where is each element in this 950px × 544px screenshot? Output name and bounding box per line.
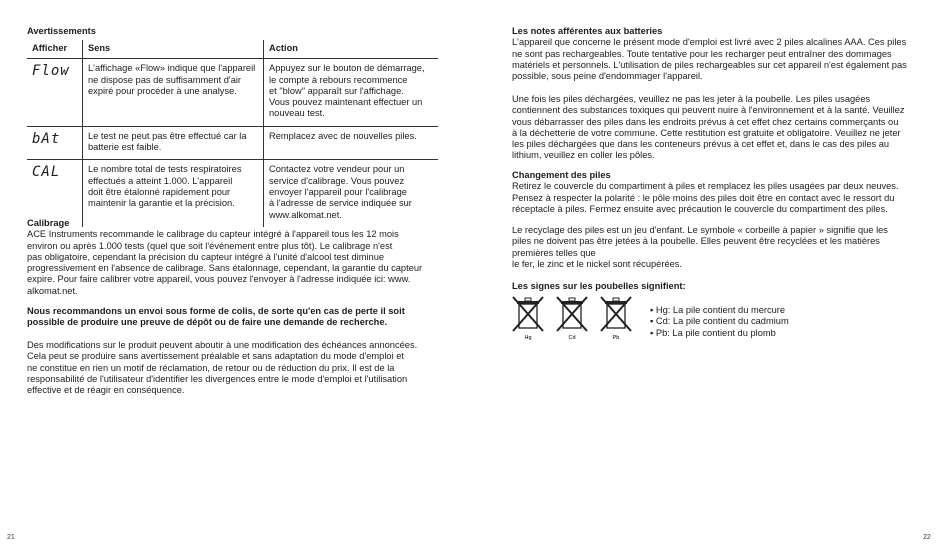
table-row <box>27 126 438 160</box>
meaning-cell: Le nombre total de tests respiratoires effectués a atteint 1.000. L'appareil doit être étalonné rapidement pour maintenir la garantie et la précision. <box>83 160 264 227</box>
meaning-cell: L'affichage «Flow» indique que l'appareil ne dispose pas de suffisamment d'air expiré pour procéder à une analyse. <box>83 59 264 126</box>
action-cell: Appuyez sur le bouton de démarrage, le compte à rebours recommence et "blow" apparaît sur l'affichage. Vous pouvez maintenant effectuer un nouveau test. <box>264 59 439 126</box>
table-row <box>27 160 438 227</box>
legend-item: ▪ Cd: La pile contient du cadmium <box>650 316 789 327</box>
column-header-display: Afficher <box>27 40 83 59</box>
display-code: Flow <box>27 59 83 126</box>
crossed-bin-icon <box>601 297 631 341</box>
page-number-left: 21 <box>7 534 15 541</box>
page-number-right: 22 <box>923 534 931 541</box>
change-heading: Changement des piles <box>512 170 611 180</box>
calibration-text: ACE Instruments recommande le calibrage du capteur intégré à l'appareil tous les 12 mois environ ou après 1.000 tests (quel que soit l'événement entre plus tôt). Le calibrage n'est pas obligatoire, cependant la précision du capteur intégré à l'unité d'alcool test diminue progressivement en l'absence de calibrage. Sans étalonnage, cependant, la garantie du capteur expire. Pour faire calibrer votre appareil, vous pouvez l'envoyer à l'adresse indiquée ici: www. alkomat.net. <box>27 229 423 296</box>
left-page <box>7 0 442 544</box>
bin-legend <box>650 305 789 339</box>
column-header-meaning: Sens <box>83 40 264 59</box>
meaning-cell: Le test ne peut pas être effectué car la batterie est faible. <box>83 126 264 160</box>
bin-label: Pb <box>612 335 620 341</box>
right-page <box>512 0 931 544</box>
recycling-section <box>512 225 927 270</box>
bin-label: Hg <box>524 335 532 341</box>
legend-item: ▪ Pb: La pile contient du plomb <box>650 327 776 338</box>
bin-label: Cd <box>568 335 576 341</box>
display-code: bAt <box>27 126 83 160</box>
warnings-heading: Avertissements <box>27 26 96 36</box>
action-cell: Contactez votre vendeur pour un service d'calibrage. Vous pouvez envoyer l'appareil pour l'calibrage à l'adresse de service indiquée sur www.alkomat.net. <box>264 160 439 227</box>
disposal-text: Une fois les piles déchargées, veuillez ne pas les jeter à la poubelle. Les piles usagées contiennent des substances toxiques qui peuvent nuire à l'environnement et à la santé. Veuillez vous débarrasser des piles dans les endroits prévus à cet effet chez certains commerçants ou à la déchetterie de votre commune. Cette restitution est gratuite et obligatoire. Veuillez ne jeter les piles déchargées que dans les conteneurs prévus à cet effet et, dans le cas des piles au lithium, veuillez en coller les pôles. <box>512 94 905 161</box>
shipping-note-section <box>27 306 442 329</box>
shipping-note: Nous recommandons un envoi sous forme de colis, de sorte qu'en cas de perte il soit possible de produire une preuve de dépôt ou de faire une demande de recherche. <box>27 306 405 328</box>
battery-change-section <box>512 170 927 215</box>
action-cell: Remplacez avec de nouvelles piles. <box>264 126 439 160</box>
modifications-text: Des modifications sur le produit peuvent aboutir à une modification des échéances annoncées. Cela peut se produire sans avertissement préalable et sans adaptation du mode d'emploi et ne constitue en rien un motif de réclamation, de retour ou de réduction du prix. Il est de la responsabilité de l'utilisateur d'identifier les divergences entre le mode d'emploi et l'utilisation effective et de réagir en conséquence. <box>27 340 418 396</box>
warnings-section <box>27 26 442 37</box>
change-text: Retirez le couvercle du compartiment à piles et remplacez les piles usagées par deux neuves. Pensez à respecter la polarité : le pôle moins des piles doit être en contact avec le ressort du réceptacle à piles. Fermez ensuite avec précaution le couvercle du compartiment des piles. <box>512 181 899 214</box>
recycling-text: Le recyclage des piles est un jeu d'enfant. Le symbole « corbeille à papier » signifie que les piles ne doivent pas être jetées à la poubelle. Elles peuvent être recyclées et les matières premières telles que le fer, le zinc et le nickel sont récupérées. <box>512 225 888 269</box>
crossed-bin-icons <box>512 295 640 341</box>
table-header-row <box>27 40 438 59</box>
battery-text: L'appareil que concerne le présent mode d'emploi est livré avec 2 piles alcalines AAA. Ces piles ne sont pas rechargeables. Toute tentative pour les recharger peut entraîner des dommages matériels et personnels. L'utilisation de piles rechargeables sur cet appareil n'est également pas possible, sous peine d'endommager l'appareil. <box>512 37 907 82</box>
crossed-bin-icon <box>557 297 587 341</box>
disposal-section <box>512 94 927 162</box>
warnings-table <box>27 40 438 227</box>
table-row <box>27 59 438 126</box>
battery-heading: Les notes afférentes aux batteries <box>512 26 663 36</box>
signs-heading: Les signes sur les poubelles signifient: <box>512 281 686 291</box>
battery-notes-section <box>512 26 927 82</box>
legend-item: ▪ Hg: La pile contient du mercure <box>650 305 786 315</box>
signs-section <box>512 281 927 292</box>
modifications-section <box>27 340 442 396</box>
display-code: CAL <box>32 164 61 181</box>
column-header-action: Action <box>264 40 439 59</box>
calibration-section <box>27 218 442 297</box>
crossed-bin-icon <box>513 297 543 341</box>
calibration-heading: Calibrage <box>27 218 70 228</box>
